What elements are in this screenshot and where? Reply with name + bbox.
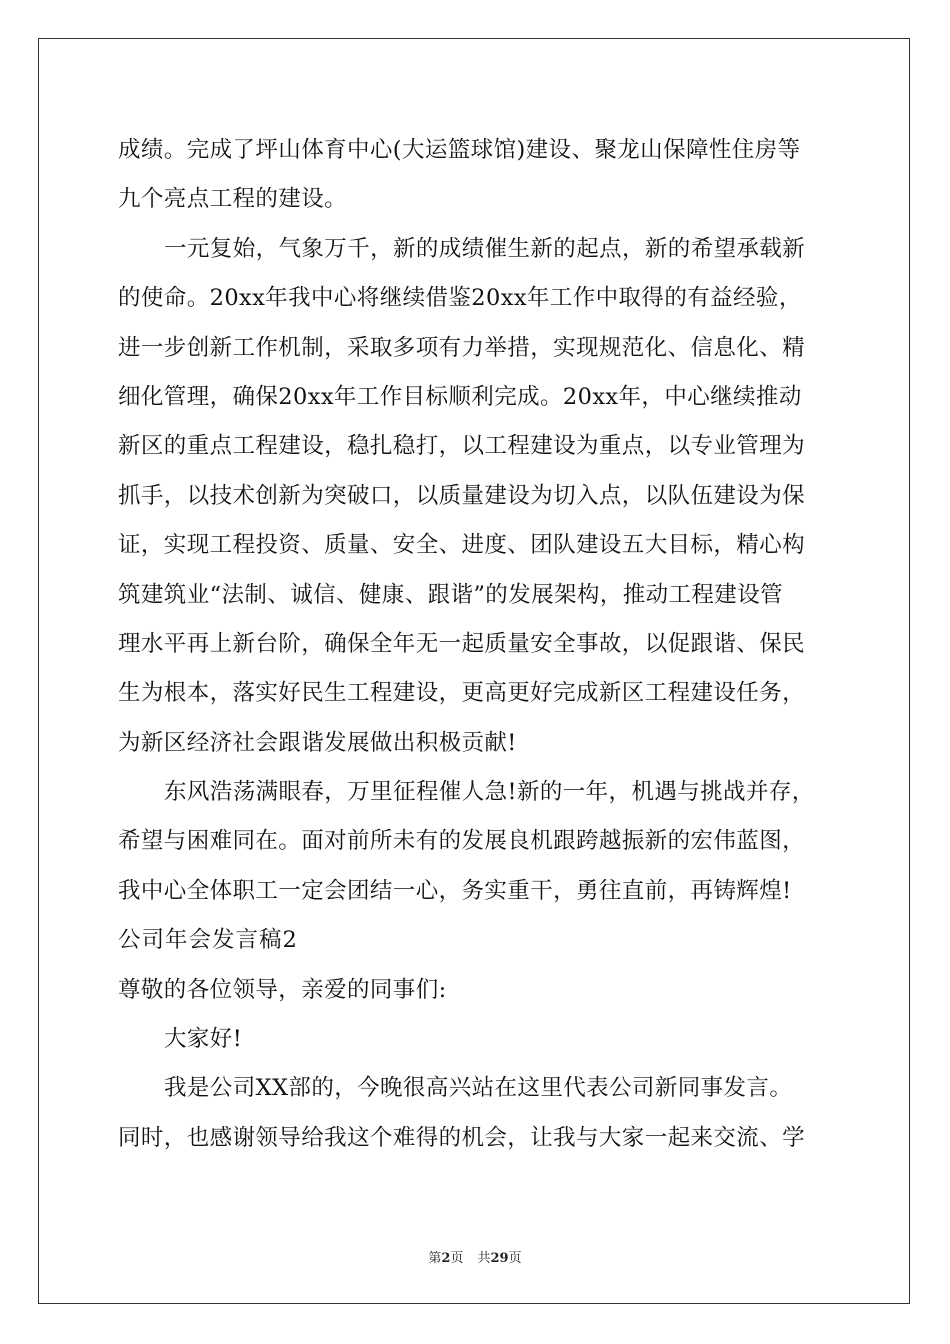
- text-line: 一元复始，气象万千，新的成绩催生新的起点，新的希望承载新: [164, 235, 806, 262]
- text-line: 的使命。20xx年我中心将继续借鉴20xx年工作中取得的有益经验，: [118, 285, 802, 312]
- text-line: 九个亮点工程的建设。: [118, 186, 348, 213]
- text-line: 生为根本，落实好民生工程建设，更高更好完成新区工程建设任务，: [118, 680, 806, 707]
- text-line: 我中心全体职工一定会团结一心，务实重干，勇往直前，再铸辉煌!: [118, 877, 792, 904]
- text-line: 大家好!: [164, 1026, 243, 1053]
- text-line: 成绩。完成了坪山体育中心(大运篮球馆)建设、聚龙山保障性住房等: [118, 137, 801, 163]
- text-line: 同时，也感谢领导给我这个难得的机会，让我与大家一起来交流、学: [118, 1124, 806, 1151]
- page-footer: [0, 1247, 950, 1266]
- section-heading: 公司年会发言稿2: [118, 927, 298, 954]
- text-line: 希望与困难同在。面对前所未有的发展良机跟跨越振新的宏伟蓝图，: [118, 828, 806, 855]
- text-line: 我是公司XX部的，今晚很高兴站在这里代表公司新同事发言。: [164, 1075, 793, 1102]
- text-line: 进一步创新工作机制，采取多项有力举措，实现规范化、信息化、精: [118, 334, 806, 361]
- text-line: 为新区经济社会跟谐发展做出积极贡献!: [118, 729, 517, 756]
- text-line: 细化管理，确保20xx年工作目标顺利完成。20xx年，中心继续推动: [118, 383, 802, 410]
- text-line: 抓手，以技术创新为突破口，以质量建设为切入点，以队伍建设为保: [118, 482, 806, 509]
- text-line: 东风浩荡满眼春，万里征程催人急!新的一年，机遇与挑战并存，: [164, 779, 815, 806]
- text-line: 证，实现工程投资、质量、安全、进度、团队建设五大目标，精心构: [118, 532, 806, 559]
- document-body: [118, 126, 838, 1163]
- text-line: 理水平再上新台阶，确保全年无一起质量安全事故，以促跟谐、保民: [118, 630, 806, 657]
- total-pages-indicator: 共29页: [477, 1251, 522, 1266]
- text-line: 尊敬的各位领导，亲爱的同事们:: [118, 976, 447, 1003]
- text-line: 新区的重点工程建设，稳扎稳打，以工程建设为重点，以专业管理为: [118, 433, 806, 460]
- text-line: 筑建筑业“法制、诚信、健康、跟谐”的发展架构，推动工程建设管: [118, 581, 784, 608]
- page-indicator: 第2页: [428, 1251, 464, 1266]
